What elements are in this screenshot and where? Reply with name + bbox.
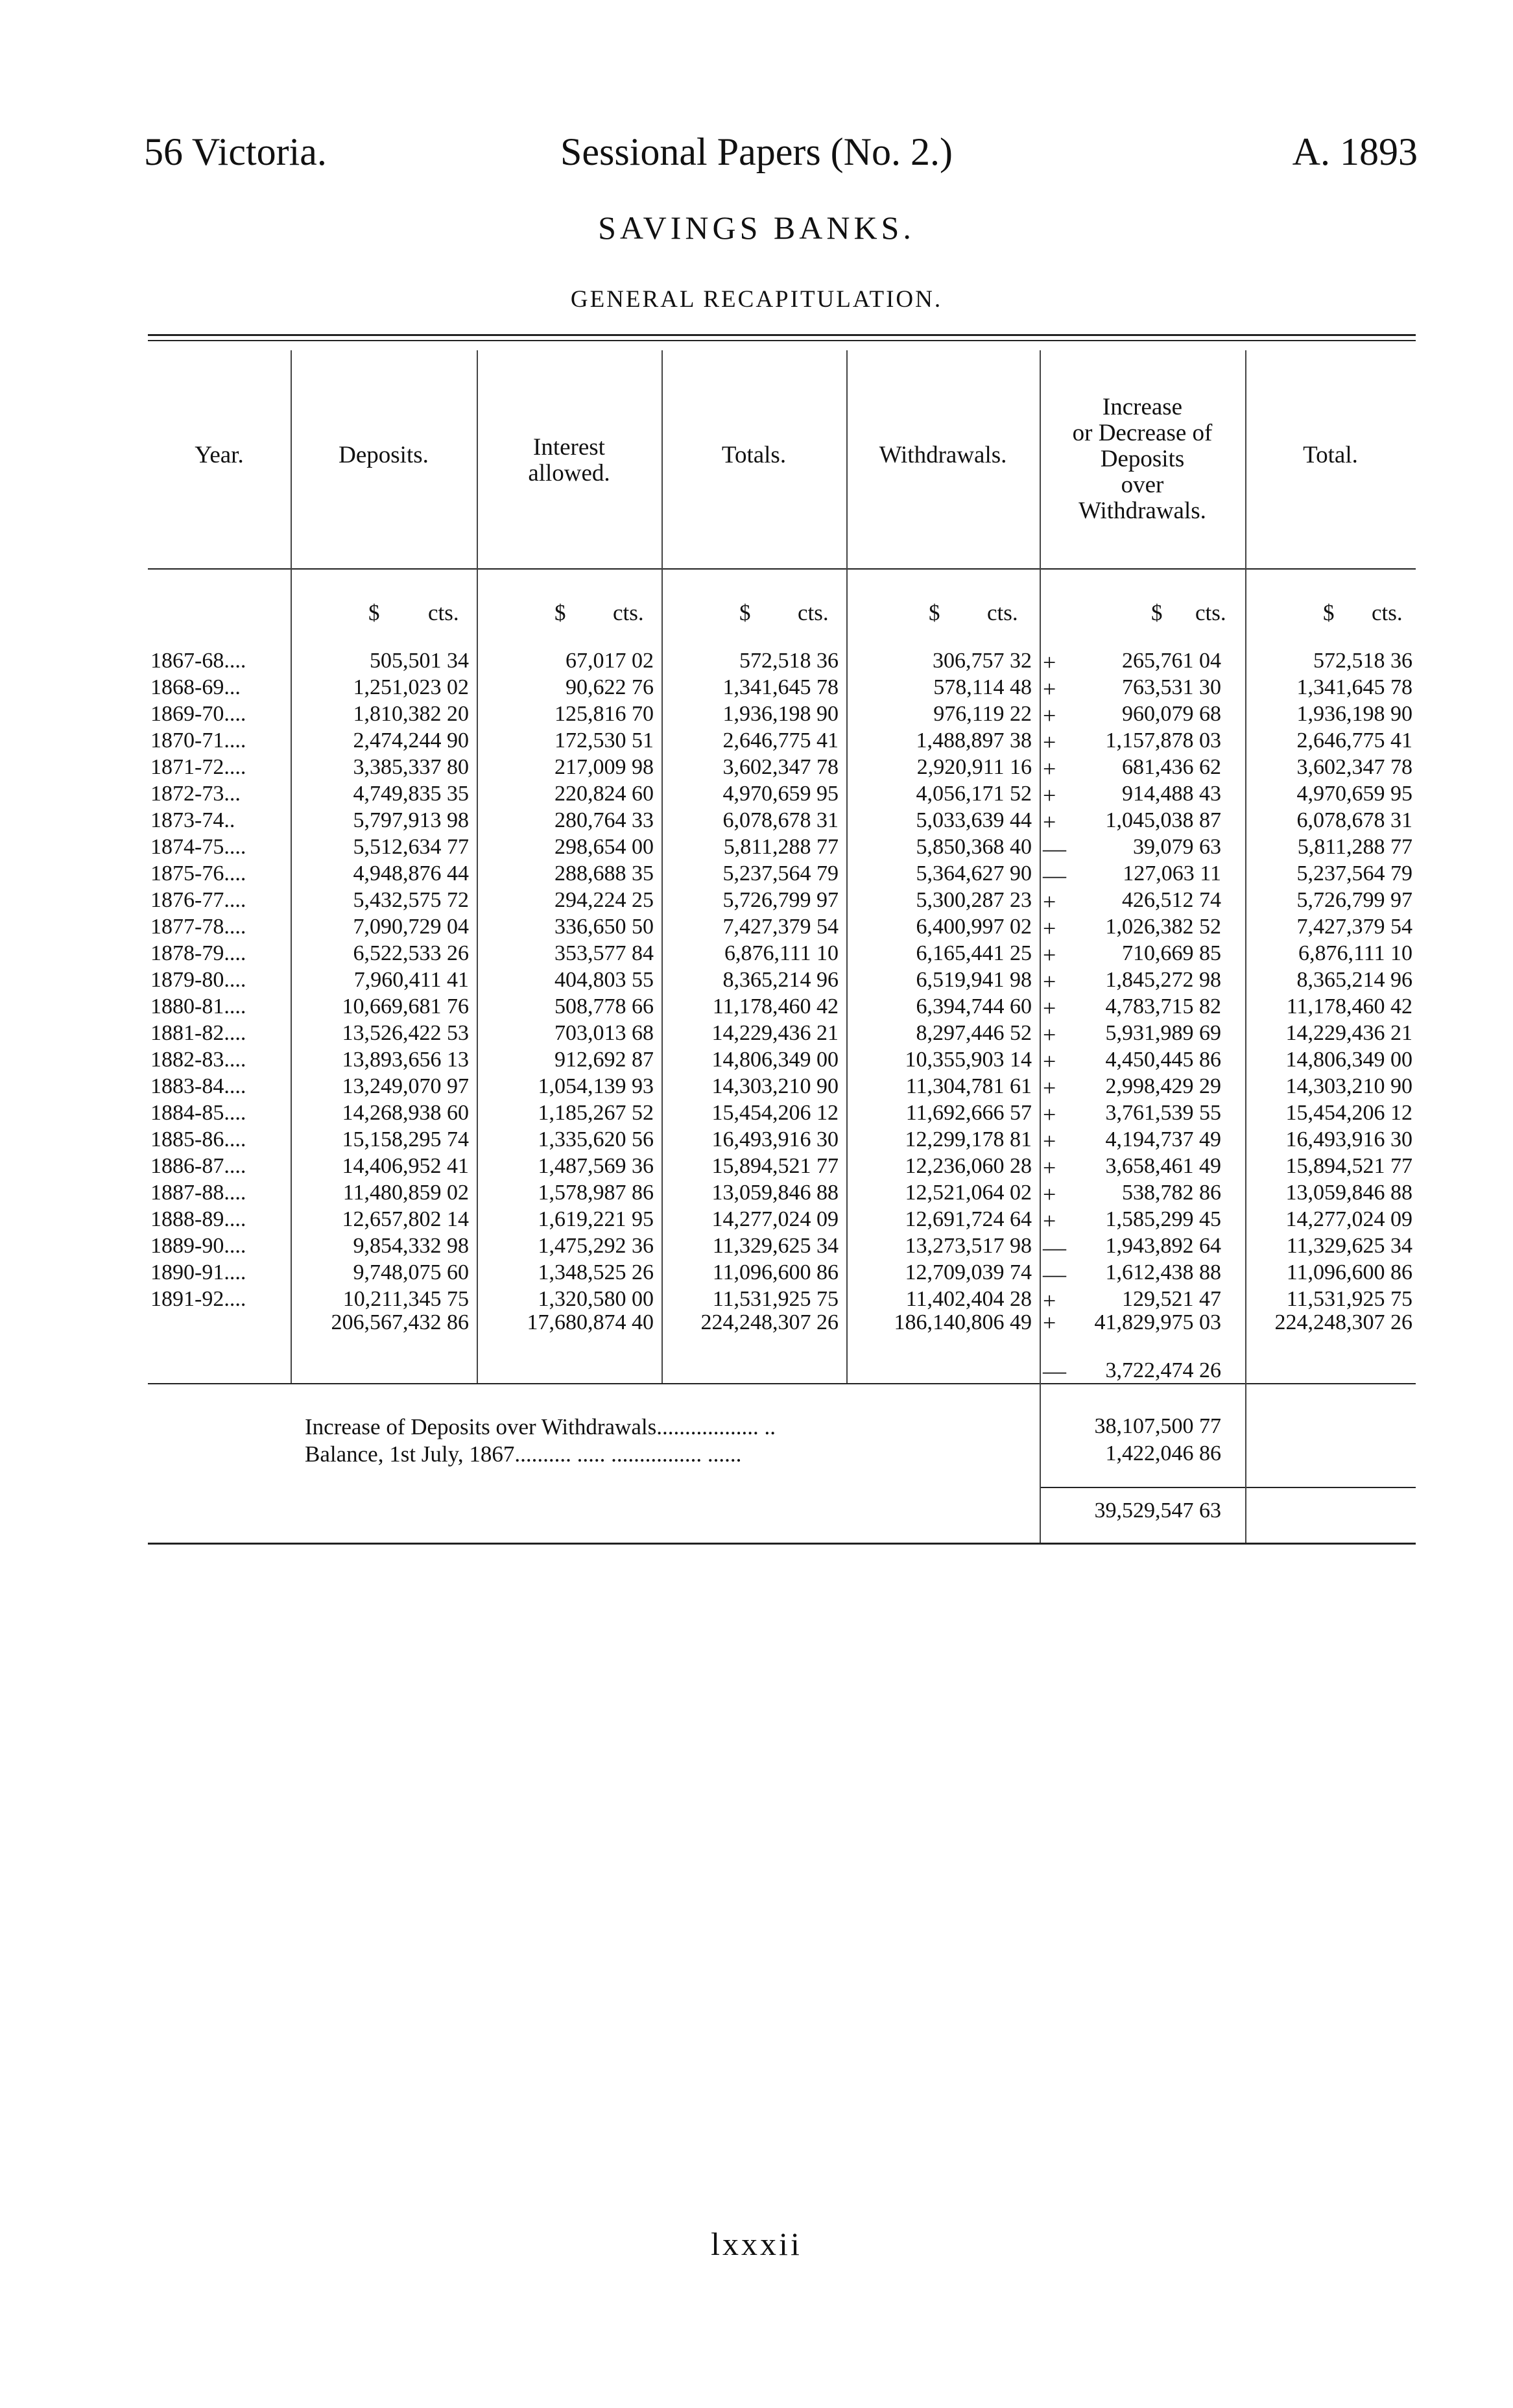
row-year: 1880-81....: [150, 994, 246, 1018]
row-totals: 4,970,659 95: [722, 782, 839, 806]
unit-cents: cts.: [798, 600, 829, 625]
row-interest: 67,017 02: [566, 649, 654, 673]
row-deposits: 7,090,729 04: [353, 915, 469, 939]
row-total: 13,059,846 88: [1285, 1181, 1412, 1205]
page-number: lxxxii: [711, 2226, 802, 2262]
row-sign: +: [1043, 649, 1056, 675]
row-year: 1887-88....: [150, 1181, 246, 1205]
row-year: 1869-70....: [150, 702, 246, 726]
row-total: 1,936,198 90: [1296, 702, 1412, 726]
row-sign: +: [1043, 915, 1056, 941]
row-interest: 1,185,267 52: [538, 1101, 654, 1125]
row-change: 3,658,461 49: [1105, 1154, 1221, 1178]
row-deposits: 10,211,345 75: [342, 1287, 469, 1311]
row-deposits: 4,749,835 35: [353, 782, 469, 806]
row-total: 5,726,799 97: [1296, 888, 1412, 912]
col-header-change: [1040, 394, 1245, 524]
row-totals: 1,341,645 78: [722, 675, 839, 699]
row-year: 1867-68....: [150, 649, 246, 673]
row-change: 265,761 04: [1122, 649, 1221, 673]
row-interest: 1,487,569 36: [538, 1154, 654, 1178]
row-sign: +: [1043, 1208, 1056, 1234]
col-header-change-line4: over: [1121, 472, 1164, 498]
row-total: 14,277,024 09: [1285, 1207, 1412, 1231]
row-totals: 14,806,349 00: [711, 1048, 839, 1072]
row-totals: 6,078,678 31: [722, 808, 839, 832]
row-total: 11,329,625 34: [1286, 1234, 1412, 1258]
row-total: 8,365,214 96: [1296, 968, 1412, 992]
row-total: 14,229,436 21: [1285, 1021, 1412, 1045]
row-totals: 5,237,564 79: [722, 861, 839, 885]
unit-dollar: $: [929, 600, 940, 625]
table-top-rule-2: [148, 340, 1416, 341]
row-total: 15,454,206 12: [1285, 1101, 1412, 1125]
row-sign: —: [1043, 1234, 1066, 1260]
total-decrease: 3,722,474 26: [1105, 1358, 1221, 1382]
table-top-rule: [148, 334, 1416, 336]
row-deposits: 13,249,070 97: [342, 1074, 469, 1098]
row-total: 4,970,659 95: [1296, 782, 1412, 806]
row-interest: 294,224 25: [554, 888, 654, 912]
col-header-change-line3: Deposits: [1100, 446, 1185, 472]
row-totals: 7,427,379 54: [722, 915, 839, 939]
row-withdrawals: 11,692,666 57: [905, 1101, 1032, 1125]
col-header-deposits: Deposits.: [339, 442, 429, 468]
summary-increase-value: 38,107,500 77: [1094, 1414, 1221, 1438]
row-interest: 220,824 60: [554, 782, 654, 806]
row-deposits: 3,385,337 80: [353, 755, 469, 779]
col-divider: [846, 350, 848, 1383]
row-withdrawals: 578,114 48: [933, 675, 1032, 699]
row-interest: 125,816 70: [554, 702, 654, 726]
row-total: 2,646,775 41: [1296, 728, 1412, 752]
row-change: 4,194,737 49: [1105, 1127, 1221, 1151]
col-divider: [291, 350, 292, 1383]
row-change: 1,157,878 03: [1105, 728, 1221, 752]
row-year: 1872-73...: [150, 782, 241, 806]
row-total: 11,531,925 75: [1286, 1287, 1412, 1311]
unit-cents: cts.: [613, 600, 644, 625]
row-withdrawals: 13,273,517 98: [905, 1234, 1032, 1258]
col-divider: [1245, 350, 1246, 1543]
row-sign: +: [1043, 782, 1056, 808]
unit-dollar: $: [368, 600, 380, 625]
row-year: 1888-89....: [150, 1207, 246, 1231]
row-deposits: 15,158,295 74: [342, 1127, 469, 1151]
row-totals: 14,303,210 90: [711, 1074, 839, 1098]
row-deposits: 7,960,411 41: [353, 968, 469, 992]
row-change: 710,669 85: [1122, 941, 1221, 965]
col-header-interest-line1: Interest: [533, 434, 605, 461]
row-year: 1891-92....: [150, 1287, 246, 1311]
row-change: 1,026,382 52: [1105, 915, 1221, 939]
row-change: 960,079 68: [1122, 702, 1221, 726]
row-sign: +: [1043, 1155, 1056, 1181]
col-header-total: Total.: [1303, 442, 1358, 468]
row-interest: 217,009 98: [554, 755, 654, 779]
row-totals: 14,229,436 21: [711, 1021, 839, 1045]
row-deposits: 11,480,859 02: [342, 1181, 469, 1205]
row-withdrawals: 12,691,724 64: [905, 1207, 1032, 1231]
row-sign: +: [1043, 703, 1056, 728]
row-withdrawals: 4,056,171 52: [916, 782, 1032, 806]
row-change: 763,531 30: [1122, 675, 1221, 699]
row-sign: +: [1043, 889, 1056, 915]
row-interest: 298,654 00: [554, 835, 654, 859]
row-withdrawals: 5,850,368 40: [916, 835, 1032, 859]
row-deposits: 9,854,332 98: [353, 1234, 469, 1258]
row-interest: 508,778 66: [554, 994, 654, 1018]
row-withdrawals: 976,119 22: [933, 702, 1032, 726]
row-sign: +: [1043, 676, 1056, 702]
row-interest: 1,335,620 56: [538, 1127, 654, 1151]
total-withdrawals: 186,140,806 49: [894, 1310, 1032, 1334]
row-withdrawals: 12,709,039 74: [905, 1260, 1032, 1284]
total-grand: 224,248,307 26: [1274, 1310, 1412, 1334]
row-interest: 1,475,292 36: [538, 1234, 654, 1258]
unit-cents: cts.: [428, 600, 459, 625]
row-sign: +: [1043, 1022, 1056, 1048]
row-interest: 353,577 84: [554, 941, 654, 965]
row-deposits: 10,669,681 76: [342, 994, 469, 1018]
row-sign: —: [1043, 862, 1066, 888]
row-interest: 404,803 55: [554, 968, 654, 992]
row-year: 1877-78....: [150, 915, 246, 939]
row-year: 1873-74..: [150, 808, 235, 832]
row-sign: +: [1043, 756, 1056, 782]
row-deposits: 9,748,075 60: [353, 1260, 469, 1284]
page-title: SAVINGS BANKS.: [598, 210, 915, 246]
row-total: 5,237,564 79: [1296, 861, 1412, 885]
row-deposits: 14,406,952 41: [342, 1154, 469, 1178]
row-totals: 11,329,625 34: [712, 1234, 839, 1258]
row-total: 15,894,521 77: [1285, 1154, 1412, 1178]
page-subtitle: GENERAL RECAPITULATION.: [570, 286, 943, 313]
row-sign: +: [1043, 1102, 1056, 1127]
row-withdrawals: 12,236,060 28: [905, 1154, 1032, 1178]
row-change: 538,782 86: [1122, 1181, 1221, 1205]
row-sign: +: [1043, 809, 1056, 835]
row-year: 1870-71....: [150, 728, 246, 752]
row-year: 1885-86....: [150, 1127, 246, 1151]
row-withdrawals: 11,304,781 61: [905, 1074, 1032, 1098]
total-interest: 17,680,874 40: [527, 1310, 654, 1334]
row-withdrawals: 6,165,441 25: [916, 941, 1032, 965]
row-change: 426,512 74: [1122, 888, 1221, 912]
row-withdrawals: 306,757 32: [933, 649, 1032, 673]
row-sign: +: [1043, 729, 1056, 755]
unit-dollar: $: [739, 600, 751, 625]
row-deposits: 13,526,422 53: [342, 1021, 469, 1045]
header-year: A. 1893: [1292, 130, 1418, 173]
row-totals: 6,876,111 10: [724, 941, 839, 965]
row-totals: 16,493,916 30: [711, 1127, 839, 1151]
row-interest: 1,320,580 00: [538, 1287, 654, 1311]
row-year: 1876-77....: [150, 888, 246, 912]
row-withdrawals: 6,519,941 98: [916, 968, 1032, 992]
row-change: 5,931,989 69: [1105, 1021, 1221, 1045]
row-year: 1875-76....: [150, 861, 246, 885]
row-total: 16,493,916 30: [1285, 1127, 1412, 1151]
row-totals: 572,518 36: [739, 649, 839, 673]
unit-cents: cts.: [1195, 600, 1226, 625]
row-interest: 703,013 68: [554, 1021, 654, 1045]
row-withdrawals: 11,402,404 28: [905, 1287, 1032, 1311]
row-interest: 1,348,525 26: [538, 1260, 654, 1284]
total-deposits: 206,567,432 86: [331, 1310, 469, 1334]
row-totals: 15,454,206 12: [711, 1101, 839, 1125]
col-divider: [661, 350, 663, 1383]
row-sign: +: [1043, 995, 1056, 1021]
row-deposits: 5,512,634 77: [353, 835, 469, 859]
col-header-interest: [477, 435, 661, 487]
row-withdrawals: 1,488,897 38: [916, 728, 1032, 752]
col-header-withdrawals: Withdrawals.: [879, 442, 1007, 468]
row-change: 127,063 11: [1123, 861, 1221, 885]
row-sign: —: [1043, 836, 1066, 861]
col-header-change-line2: or Decrease of: [1072, 420, 1213, 446]
row-withdrawals: 6,400,997 02: [916, 915, 1032, 939]
row-interest: 1,619,221 95: [538, 1207, 654, 1231]
row-sign: +: [1043, 1048, 1056, 1074]
row-change: 4,783,715 82: [1105, 994, 1221, 1018]
row-withdrawals: 5,033,639 44: [916, 808, 1032, 832]
row-withdrawals: 5,364,627 90: [916, 861, 1032, 885]
row-deposits: 12,657,802 14: [342, 1207, 469, 1231]
unit-cents: cts.: [1372, 600, 1403, 625]
row-sign: +: [1043, 1288, 1056, 1314]
unit-dollar: $: [554, 600, 566, 625]
row-total: 11,178,460 42: [1286, 994, 1412, 1018]
col-header-change-line5: Withdrawals.: [1078, 498, 1206, 524]
row-withdrawals: 6,394,744 60: [916, 994, 1032, 1018]
row-totals: 5,726,799 97: [722, 888, 839, 912]
row-sign: +: [1043, 1075, 1056, 1101]
row-change: 2,998,429 29: [1105, 1074, 1221, 1098]
row-withdrawals: 2,920,911 16: [916, 755, 1032, 779]
row-year: 1882-83....: [150, 1048, 246, 1072]
row-total: 11,096,600 86: [1286, 1260, 1412, 1284]
table-bottom-rule: [148, 1383, 1416, 1384]
row-total: 14,303,210 90: [1285, 1074, 1412, 1098]
row-sign: +: [1043, 1128, 1056, 1154]
total-totals: 224,248,307 26: [700, 1310, 839, 1334]
row-sign: +: [1043, 1181, 1056, 1207]
row-total: 3,602,347 78: [1296, 755, 1412, 779]
row-withdrawals: 5,300,287 23: [916, 888, 1032, 912]
row-totals: 1,936,198 90: [722, 702, 839, 726]
row-withdrawals: 10,355,903 14: [905, 1048, 1032, 1072]
row-year: 1884-85....: [150, 1101, 246, 1125]
row-change: 39,079 63: [1133, 835, 1221, 859]
row-year: 1868-69...: [150, 675, 241, 699]
row-totals: 5,811,288 77: [723, 835, 839, 859]
row-interest: 288,688 35: [554, 861, 654, 885]
row-year: 1879-80....: [150, 968, 246, 992]
row-total: 7,427,379 54: [1296, 915, 1412, 939]
col-header-interest-line2: allowed.: [528, 460, 610, 487]
unit-cents: cts.: [987, 600, 1018, 625]
row-change: 3,761,539 55: [1105, 1101, 1221, 1125]
page-end-rule: [148, 1543, 1416, 1545]
row-interest: 1,054,139 93: [538, 1074, 654, 1098]
header-session: 56 Victoria.: [144, 130, 327, 173]
row-change: 681,436 62: [1122, 755, 1221, 779]
row-deposits: 5,432,575 72: [353, 888, 469, 912]
row-sign: —: [1043, 1261, 1066, 1287]
row-deposits: 505,501 34: [370, 649, 469, 673]
summary-balance-label: Balance, 1st July, 1867.......... ..... ................ ......: [305, 1441, 742, 1467]
row-total: 6,876,111 10: [1298, 941, 1412, 965]
summary-grand-total: 39,529,547 63: [1094, 1499, 1221, 1523]
row-deposits: 14,268,938 60: [342, 1101, 469, 1125]
row-year: 1886-87....: [150, 1154, 246, 1178]
row-change: 1,943,892 64: [1105, 1234, 1221, 1258]
row-total: 5,811,288 77: [1297, 835, 1412, 859]
summary-rule: [1040, 1487, 1416, 1488]
col-header-change-line1: Increase: [1102, 394, 1183, 420]
row-interest: 172,530 51: [554, 728, 654, 752]
row-deposits: 13,893,656 13: [342, 1048, 469, 1072]
row-deposits: 4,948,876 44: [353, 861, 469, 885]
row-year: 1878-79....: [150, 941, 246, 965]
row-withdrawals: 12,521,064 02: [905, 1181, 1032, 1205]
row-interest: 1,578,987 86: [538, 1181, 654, 1205]
increase-sign: +: [1043, 1310, 1056, 1336]
row-totals: 11,178,460 42: [712, 994, 839, 1018]
header-papers: Sessional Papers (No. 2.): [560, 130, 953, 173]
row-change: 1,585,299 45: [1105, 1207, 1221, 1231]
row-year: 1883-84....: [150, 1074, 246, 1098]
col-header-totals: Totals.: [721, 442, 787, 468]
row-sign: +: [1043, 969, 1056, 994]
row-deposits: 5,797,913 98: [353, 808, 469, 832]
row-change: 1,612,438 88: [1105, 1260, 1221, 1284]
row-total: 14,806,349 00: [1285, 1048, 1412, 1072]
row-totals: 11,531,925 75: [712, 1287, 839, 1311]
col-divider: [1040, 350, 1041, 1543]
row-interest: 90,622 76: [566, 675, 654, 699]
row-total: 1,341,645 78: [1296, 675, 1412, 699]
row-interest: 280,764 33: [554, 808, 654, 832]
unit-dollar: $: [1323, 600, 1335, 625]
summary-balance-value: 1,422,046 86: [1105, 1441, 1221, 1465]
row-totals: 11,096,600 86: [712, 1260, 839, 1284]
header-rule: [148, 568, 1416, 570]
row-totals: 3,602,347 78: [722, 755, 839, 779]
row-interest: 336,650 50: [554, 915, 654, 939]
col-divider: [477, 350, 478, 1383]
row-change: 1,045,038 87: [1105, 808, 1221, 832]
col-header-year: Year.: [195, 442, 244, 468]
row-year: 1881-82....: [150, 1021, 246, 1045]
row-totals: 2,646,775 41: [722, 728, 839, 752]
row-total: 6,078,678 31: [1296, 808, 1412, 832]
row-totals: 13,059,846 88: [711, 1181, 839, 1205]
row-interest: 912,692 87: [554, 1048, 654, 1072]
row-total: 572,518 36: [1313, 649, 1412, 673]
row-change: 4,450,445 86: [1105, 1048, 1221, 1072]
row-totals: 8,365,214 96: [722, 968, 839, 992]
unit-dollar: $: [1151, 600, 1163, 625]
row-deposits: 6,522,533 26: [353, 941, 469, 965]
row-change: 914,488 43: [1122, 782, 1221, 806]
row-totals: 15,894,521 77: [711, 1154, 839, 1178]
row-deposits: 2,474,244 90: [353, 728, 469, 752]
row-year: 1871-72....: [150, 755, 246, 779]
row-deposits: 1,251,023 02: [353, 675, 469, 699]
summary-increase-label: Increase of Deposits over Withdrawals.................. ..: [305, 1414, 776, 1439]
total-increase: 41,829,975 03: [1094, 1310, 1221, 1334]
row-withdrawals: 12,299,178 81: [905, 1127, 1032, 1151]
decrease-sign: —: [1043, 1358, 1066, 1384]
row-change: 1,845,272 98: [1105, 968, 1221, 992]
row-sign: +: [1043, 942, 1056, 968]
row-withdrawals: 8,297,446 52: [916, 1021, 1032, 1045]
row-year: 1874-75....: [150, 835, 246, 859]
row-deposits: 1,810,382 20: [353, 702, 469, 726]
row-change: 129,521 47: [1122, 1287, 1221, 1311]
row-year: 1889-90....: [150, 1234, 246, 1258]
row-totals: 14,277,024 09: [711, 1207, 839, 1231]
row-year: 1890-91....: [150, 1260, 246, 1284]
